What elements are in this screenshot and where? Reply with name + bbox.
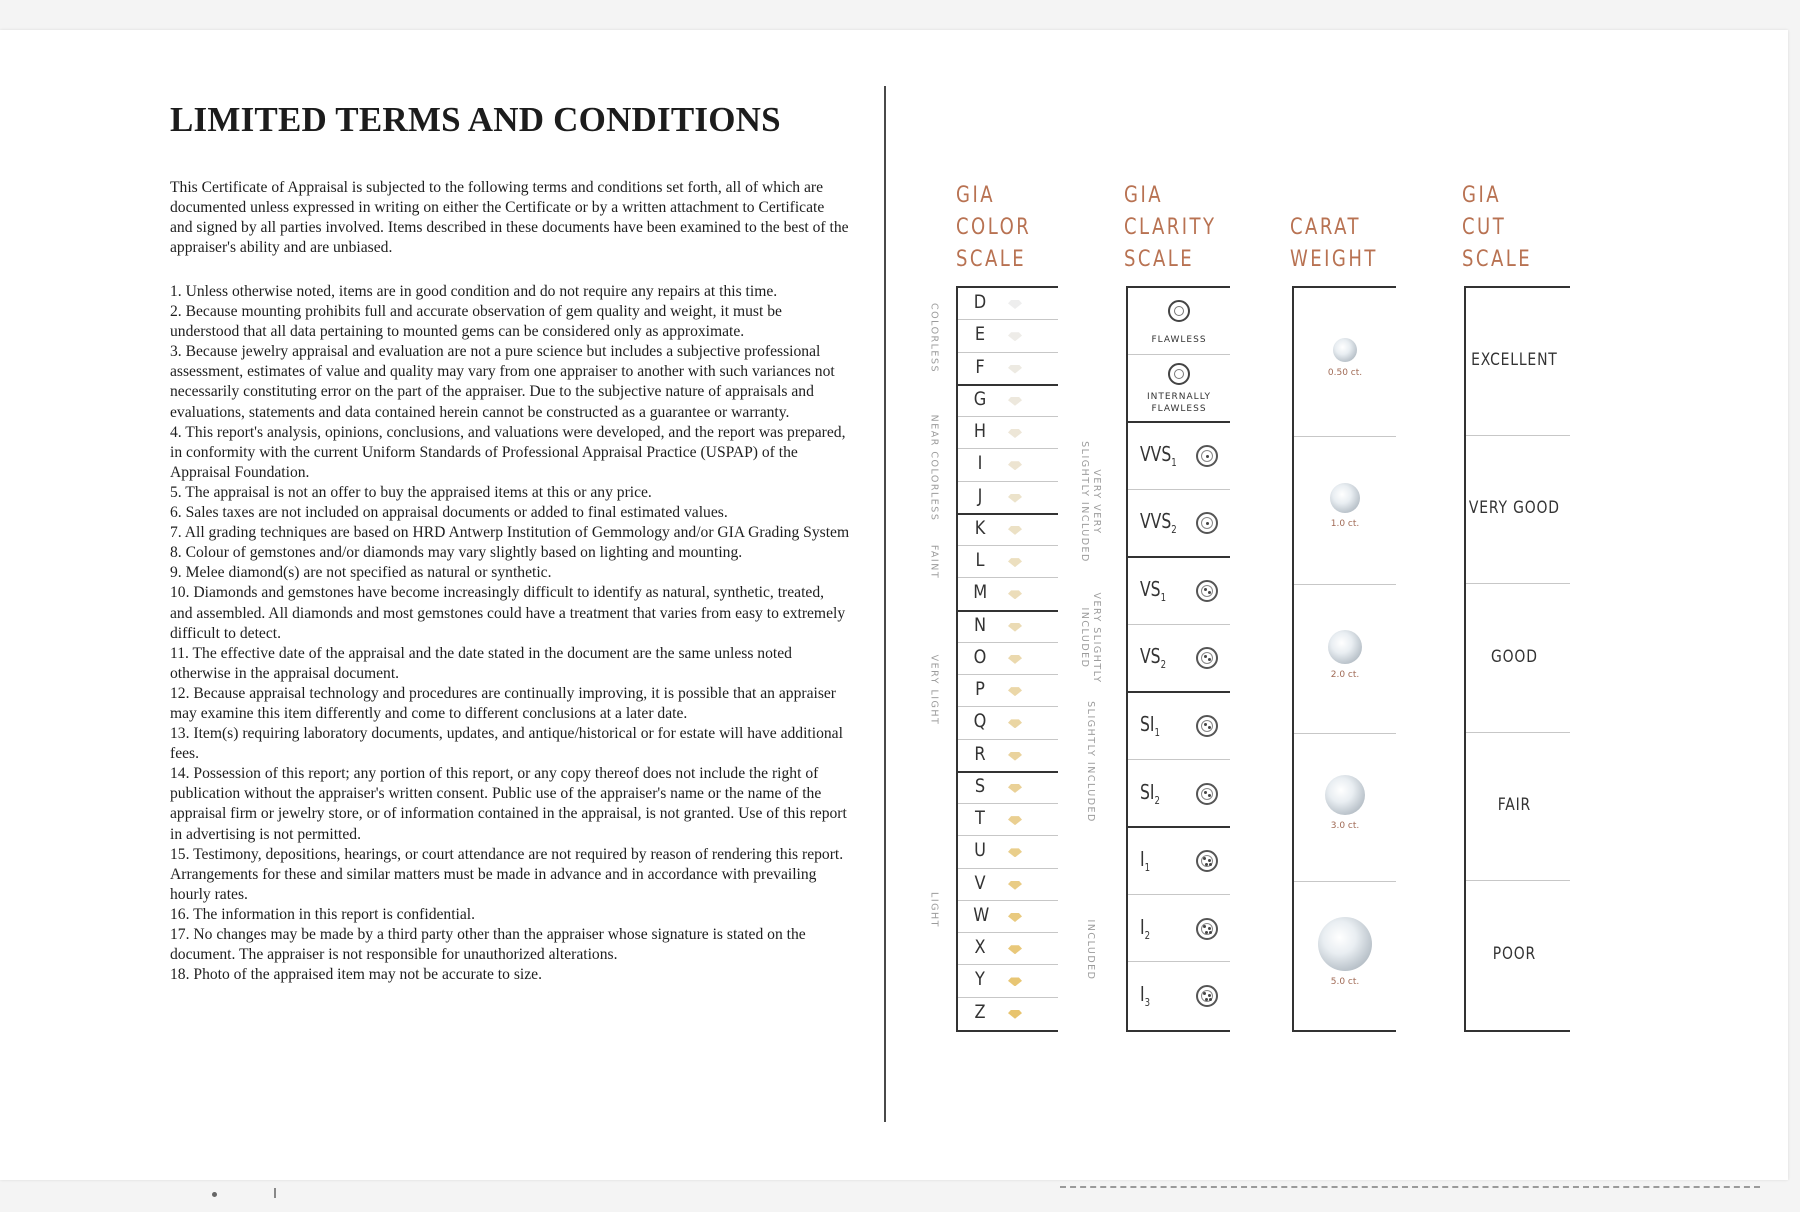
color-grade-letter: J <box>977 484 983 507</box>
terms-title: LIMITED TERMS AND CONDITIONS <box>170 100 781 139</box>
terms-item: 4. This report's analysis, opinions, conclusions, and valuations were developed, and the report was prepared, in conformity with the current Uniform Standards of Professional Appraisal Practice (USPAP) of the Appraisal Foundation. <box>170 423 846 481</box>
terms-item: 18. Photo of the appraised item may not be accurate to size. <box>170 966 542 984</box>
diamond-color-icon <box>1008 429 1022 438</box>
clarity-diamond-icon <box>1196 445 1218 467</box>
color-grade-letter: O <box>973 645 987 668</box>
clarity-diamond-icon <box>1196 580 1218 602</box>
diamond-color-icon <box>1008 655 1022 664</box>
flawless-diamond-icon <box>1168 300 1190 322</box>
clarity-grade-base: VVS <box>1140 441 1172 466</box>
color-grade-letter: T <box>975 807 985 830</box>
color-scale-table <box>956 286 1058 1032</box>
cut-grade-label: EXCELLENT <box>1471 350 1558 370</box>
clarity-grade-base: SI <box>1140 711 1155 736</box>
diamond-color-icon <box>1008 913 1022 922</box>
clarity-grade-label <box>1140 847 1150 874</box>
clarity-grade-sub: 2 <box>1144 928 1151 942</box>
color-grade-letter: M <box>973 581 988 604</box>
color-grade-row <box>958 482 1058 515</box>
color-grade-letter: W <box>973 903 990 926</box>
color-grade-row <box>958 675 1058 707</box>
clarity-group-label-line: VERY VERY <box>1091 469 1102 535</box>
clarity-grade-row <box>1128 760 1230 829</box>
clarity-grade-label <box>1140 644 1166 671</box>
diamond-color-icon <box>1008 300 1022 309</box>
clarity-group-label-line: SLIGHTLY INCLUDED <box>1085 701 1096 823</box>
carat-weight-label: 2.0 ct. <box>1330 669 1360 680</box>
color-grade-row <box>958 385 1058 417</box>
color-grade-letter: H <box>973 420 987 443</box>
clarity-grade-sub: 1 <box>1160 590 1167 604</box>
cut-grade-label: VERY GOOD <box>1468 498 1560 519</box>
diamond-color-icon <box>1008 977 1022 986</box>
clarity-grade-row <box>1128 490 1230 559</box>
clarity-diamond-icon <box>1196 985 1218 1007</box>
color-grade-row <box>958 578 1058 611</box>
carat-weight-row <box>1294 733 1396 882</box>
carat-weight-label: 0.50 ct. <box>1327 368 1363 378</box>
clarity-grade-base: I <box>1140 914 1145 939</box>
heading-line: SCALE <box>1124 247 1195 272</box>
clarity-group-label-line: SLIGHTLY INCLUDED <box>1079 441 1090 563</box>
color-grade-letter: S <box>974 774 986 797</box>
clarity-grade-label <box>1140 442 1177 469</box>
terms-item: 5. The appraisal is not an offer to buy the appraised items at this or any price. <box>170 483 652 501</box>
clarity-diamond-icon <box>1196 850 1218 872</box>
color-grade-letter: P <box>975 678 985 701</box>
color-grade-letter: Z <box>974 1000 986 1023</box>
color-group-label: LIGHT <box>928 892 940 928</box>
cut-grade-label: FAIR <box>1497 795 1532 816</box>
clarity-grade-label <box>1140 509 1177 536</box>
heading-line: WEIGHT <box>1290 247 1378 272</box>
color-grade-row <box>958 514 1058 546</box>
clarity-grade-row <box>1128 422 1230 490</box>
color-grade-letter: K <box>974 516 986 539</box>
color-grade-row <box>958 998 1058 1029</box>
scan-speck <box>274 1188 276 1198</box>
color-grade-row <box>958 288 1058 320</box>
perforation-line <box>1060 1186 1760 1188</box>
clarity-grade-base: VS <box>1140 576 1161 601</box>
color-group-label: COLORLESS <box>928 303 940 373</box>
terms-item: 3. Because jewelry appraisal and evaluation are not a pure science but includes a subjective professional assessment, estimates of value and quality may vary from one appraiser to another with such variances not necessarily constituting error on the part of the appraiser. Due to the subjective nature of appraisals and evaluations, statements and data contained herein cannot be constructed as a guarantee or warranty. <box>170 343 835 421</box>
diamond-color-icon <box>1008 332 1022 341</box>
diamond-color-icon <box>1008 526 1022 535</box>
clarity-grade-label <box>1140 712 1160 739</box>
diamond-color-icon <box>1008 623 1022 632</box>
terms-item: 9. Melee diamond(s) are not specified as natural or synthetic. <box>170 564 552 582</box>
terms-item: 16. The information in this report is confidential. <box>170 905 476 923</box>
clarity-grade-base: VVS <box>1140 509 1172 534</box>
color-grade-letter: L <box>975 549 985 572</box>
terms-section <box>170 100 850 985</box>
color-grade-row <box>958 740 1058 773</box>
cut-grade-label: GOOD <box>1490 646 1538 667</box>
heading-line: CLARITY <box>1124 215 1217 240</box>
color-grade-letter: Y <box>975 968 985 991</box>
clarity-grade-base: SI <box>1140 779 1155 804</box>
carat-weight-table <box>1292 286 1396 1032</box>
clarity-grade-sub: 2 <box>1160 658 1167 672</box>
terms-item: 8. Colour of gemstones and/or diamonds may vary slightly based on lighting and mounting. <box>170 544 743 562</box>
color-grade-row <box>958 546 1058 578</box>
color-grade-row <box>958 901 1058 933</box>
color-grade-letter: D <box>973 291 987 313</box>
heading-line: SCALE <box>1462 247 1533 272</box>
diamond-color-icon <box>1008 752 1022 761</box>
clarity-grade-sub: 3 <box>1144 996 1151 1010</box>
terms-item: 12. Because appraisal technology and procedures are continually improving, it is possible that an appraiser may examine this item differently and come to different conclusions at a later date. <box>170 684 837 722</box>
clarity-grade-row <box>1128 557 1230 625</box>
clarity-grade-sub: 2 <box>1171 523 1177 537</box>
diamond-color-icon <box>1008 590 1022 599</box>
color-grade-row <box>958 772 1058 804</box>
terms-item: 7. All grading techniques are based on HRD Antwerp Institution of Gemmology and/or GIA Grading System <box>170 524 850 542</box>
diamond-color-icon <box>1008 397 1022 406</box>
color-grade-row <box>958 353 1058 386</box>
carat-weight-row <box>1294 436 1396 585</box>
cut-scale-table <box>1464 286 1570 1032</box>
clarity-grade-row <box>1128 827 1230 895</box>
clarity-grade-base: VS <box>1140 644 1161 669</box>
clarity-grade-sub: 1 <box>1154 725 1160 739</box>
diamond-color-icon <box>1008 461 1022 470</box>
diamond-color-icon <box>1008 881 1022 890</box>
clarity-group-label <box>1084 920 1096 981</box>
heading-line: GIA <box>1462 183 1502 208</box>
clarity-group-label-line: INCLUDED <box>1085 919 1096 981</box>
flawless-diamond-icon <box>1168 363 1190 385</box>
diamond-color-icon <box>1008 687 1022 696</box>
color-grade-letter: N <box>973 613 987 636</box>
color-scale-heading <box>956 180 1031 276</box>
color-grade-row <box>958 611 1058 643</box>
clarity-grade-row <box>1128 895 1230 963</box>
color-group-label: VERY LIGHT <box>928 654 940 726</box>
terms-item: 11. The effective date of the appraisal and the date stated in the document are the same unless noted otherwise in the appraisal document. <box>170 644 792 682</box>
carat-weight-label: 1.0 ct. <box>1330 519 1360 530</box>
clarity-group-label-line: VERY SLIGHTLY <box>1091 592 1102 684</box>
clarity-grade-sub: 2 <box>1154 793 1160 807</box>
cut-grade-row <box>1466 288 1570 436</box>
clarity-group-label-line: INCLUDED <box>1079 607 1090 669</box>
cut-scale-heading <box>1462 180 1532 276</box>
clarity-top-label-line: INTERNALLY <box>1146 392 1212 402</box>
clarity-grade-base: I <box>1140 847 1145 872</box>
clarity-grade-row <box>1128 692 1230 760</box>
terms-item: 1. Unless otherwise noted, items are in good condition and do not require any repairs at this time. <box>170 283 778 300</box>
terms-item: 15. Testimony, depositions, hearings, or court attendance are not required by reason of rendering this report. Arrangements for these and similar matters must be made in advance and in accordance with prevailing hourly rates. <box>170 845 844 903</box>
clarity-scale-table <box>1126 286 1230 1032</box>
carat-weight-row <box>1294 585 1396 734</box>
cut-grade-row <box>1466 882 1570 1029</box>
diamond-size-icon <box>1328 630 1362 664</box>
diamond-color-icon <box>1008 945 1022 954</box>
diamond-color-icon <box>1008 719 1022 728</box>
color-group-label: FAINT <box>928 544 940 580</box>
color-grade-row <box>958 643 1058 675</box>
cut-grade-row <box>1466 585 1570 733</box>
diamond-color-icon <box>1008 848 1022 857</box>
clarity-top-row <box>1128 355 1230 423</box>
clarity-grade-label <box>1140 780 1160 807</box>
carat-weight-heading <box>1290 212 1378 276</box>
clarity-diamond-icon <box>1196 647 1218 669</box>
color-grade-row <box>958 869 1058 901</box>
cut-grade-label: POOR <box>1492 943 1537 964</box>
diamond-size-icon <box>1318 917 1372 971</box>
color-grade-row <box>958 836 1058 868</box>
color-grade-row <box>958 449 1058 481</box>
carat-weight-label: 3.0 ct. <box>1330 821 1360 832</box>
diamond-size-icon <box>1333 338 1357 362</box>
terms-item: 14. Possession of this report; any portion of this report, or any copy thereof does not include the right of publication without the appraiser's written consent. Public use of the appraiser's name or the name of the appraisal firm or jewelry store, or of information contained in the appraisal, is not granted. Use of this report in advertising is not permitted. <box>170 765 847 843</box>
color-grade-letter: I <box>977 452 983 475</box>
color-grade-row <box>958 933 1058 965</box>
color-grade-letter: F <box>975 355 985 378</box>
color-grade-letter: V <box>974 871 986 894</box>
clarity-diamond-icon <box>1196 715 1218 737</box>
clarity-grade-label <box>1140 577 1166 604</box>
clarity-top-row <box>1128 288 1230 355</box>
color-grade-letter: G <box>973 387 987 410</box>
clarity-group-label <box>1078 592 1102 683</box>
clarity-grade-base: I <box>1140 982 1145 1007</box>
heading-line: GIA <box>1124 183 1164 208</box>
clarity-diamond-icon <box>1196 783 1218 805</box>
diamond-color-icon <box>1008 558 1022 567</box>
color-grade-row <box>958 707 1058 739</box>
heading-line: COLOR <box>956 215 1032 240</box>
clarity-grade-label <box>1140 982 1150 1009</box>
color-grade-letter: U <box>974 839 986 862</box>
terms-item: 2. Because mounting prohibits full and accurate observation of gem quality and weight, it must be understood that all data pertaining to mounted gems can be considered only as approximate. <box>170 303 782 341</box>
cut-grade-row <box>1466 436 1570 584</box>
terms-item: 10. Diamonds and gemstones have become increasingly difficult to identify as natural, synthetic, treated, and assembled. All diamonds and most gemstones could have a treatment that varies from easy to extremely difficult to detect. <box>170 584 846 642</box>
clarity-group-label <box>1078 441 1102 563</box>
column-divider <box>884 86 886 1122</box>
clarity-grade-row <box>1128 625 1230 694</box>
diamond-color-icon <box>1008 365 1022 374</box>
carat-weight-label: 5.0 ct. <box>1330 976 1360 987</box>
clarity-diamond-icon <box>1196 512 1218 534</box>
clarity-top-label <box>1128 391 1230 415</box>
diamond-color-icon <box>1008 784 1022 793</box>
clarity-grade-label <box>1140 915 1150 942</box>
color-grade-row <box>958 417 1058 449</box>
clarity-top-label <box>1128 334 1230 346</box>
diamond-size-icon <box>1325 775 1365 815</box>
terms-item: 6. Sales taxes are not included on appraisal documents or added to final estimated values. <box>170 504 728 522</box>
diamond-size-icon <box>1330 483 1360 513</box>
scan-speck <box>212 1192 217 1197</box>
clarity-grade-sub: 1 <box>1171 455 1177 469</box>
heading-line: CUT <box>1462 215 1507 240</box>
color-grade-row <box>958 804 1058 836</box>
color-grade-letter: Q <box>973 710 987 733</box>
clarity-scale-heading <box>1124 180 1217 276</box>
clarity-diamond-icon <box>1196 918 1218 940</box>
color-grade-letter: R <box>974 742 986 765</box>
color-grade-row <box>958 965 1058 997</box>
diamond-color-icon <box>1008 1010 1022 1019</box>
color-grade-letter: E <box>974 323 986 346</box>
terms-item: 17. No changes may be made by a third party other than the appraiser whose signature is stated on the document. The appraiser is not responsible for unauthorized alterations. <box>170 926 806 964</box>
heading-line: CARAT <box>1290 215 1362 240</box>
diamond-color-icon <box>1008 494 1022 503</box>
color-group-label: NEAR COLORLESS <box>928 414 940 522</box>
diamond-color-icon <box>1008 816 1022 825</box>
terms-intro: This Certificate of Appraisal is subjected to the following terms and conditions set forth, all of which are documented unless expressed in writing on either the Certificate or by a written attachment to Certificate and signed by all parties involved. Items described in these documents have been examined to the best of the appraiser's ability and are unbiased. <box>170 179 849 256</box>
clarity-grade-sub: 1 <box>1144 861 1151 875</box>
clarity-grade-row <box>1128 962 1230 1029</box>
color-grade-letter: X <box>974 936 986 959</box>
carat-weight-row <box>1294 288 1396 437</box>
terms-list <box>170 282 850 985</box>
carat-weight-row <box>1294 882 1396 1030</box>
heading-line: SCALE <box>956 247 1027 272</box>
clarity-top-label-line: FLAWLESS <box>1151 335 1207 345</box>
clarity-group-label <box>1084 701 1096 823</box>
cut-grade-row <box>1466 733 1570 881</box>
color-grade-row <box>958 320 1058 352</box>
clarity-top-label-line: FLAWLESS <box>1151 404 1207 414</box>
heading-line: GIA <box>956 183 996 208</box>
terms-item: 13. Item(s) requiring laboratory documents, updates, and antique/historical or for estate will have additional fees. <box>170 725 843 763</box>
